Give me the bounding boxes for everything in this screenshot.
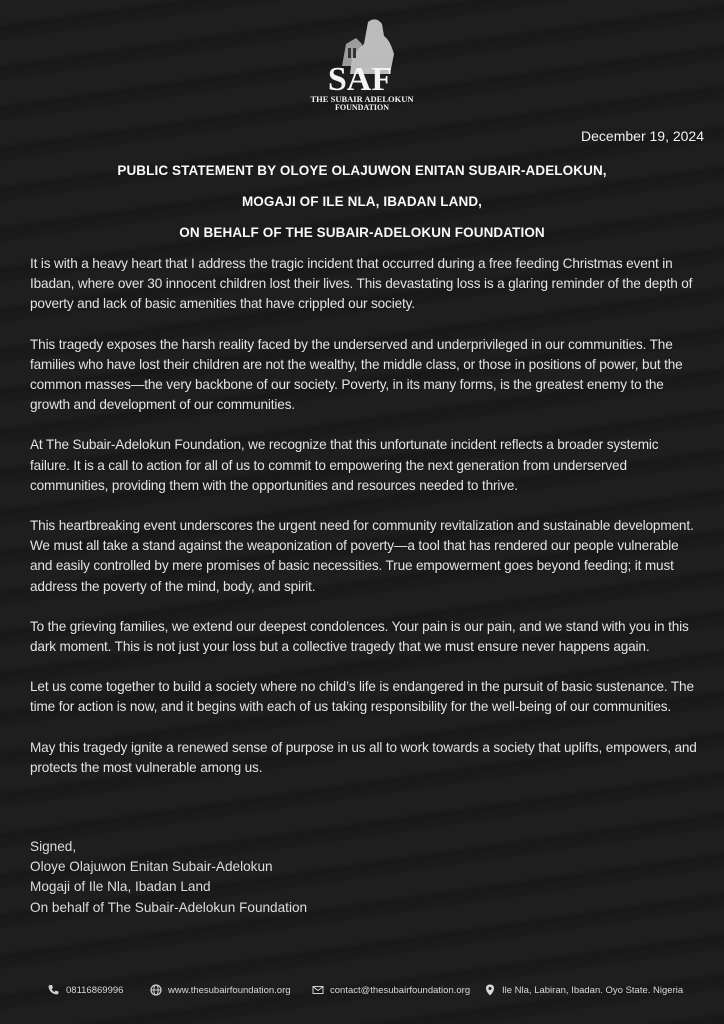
logo-name-line1: THE SUBAIR ADELOKUN (310, 94, 414, 104)
heading-line: ON BEHALF OF THE SUBAIR-ADELOKUN FOUNDATION (179, 225, 545, 240)
phone-number: 08116869996 (66, 984, 124, 996)
paragraph: May this tragedy ignite a renewed sense of purpose in us all to work towards a society that uplifts, empowers, and protects the most vulnerable among us. (30, 739, 697, 775)
statement-heading (0, 160, 724, 253)
address-text: Ile Nla, Labiran, Ibadan. Oyo State. Nigeria (502, 984, 684, 996)
phone-icon (48, 984, 60, 996)
footer-address (484, 984, 683, 996)
signature-block (30, 837, 307, 918)
paragraph: This heartbreaking event underscores the urgent need for community revitalization and sustainable development. We must all take a stand against the weaponization of poverty—a tool that has rendered our people vulnerable and easily controlled by mere promises of basic necessities. True empowerment goes beyond feeding; it must address the poverty of the mind, body, and spirit. (30, 518, 694, 594)
paragraph: It is with a heavy heart that I address the tragic incident that occurred during a free feeding Christmas event in Ibadan, where over 30 innocent children lost their lives. This devastating loss is a glaring reminder of the depth of poverty and lack of basic amenities that have crippled our society. (30, 256, 693, 312)
email-link[interactable]: contact@thesubairfoundation.org (330, 984, 471, 996)
statement-date: December 19, 2024 (581, 128, 704, 144)
contact-footer (0, 984, 724, 1002)
signatory-behalf: On behalf of The Subair-Adelokun Foundation (30, 899, 308, 915)
heading-line: MOGAJI OF ILE NLA, IBADAN LAND, (241, 194, 483, 209)
foundation-logo (298, 12, 428, 112)
footer-email[interactable] (312, 984, 470, 996)
footer-website[interactable] (150, 984, 291, 996)
paragraph: To the grieving families, we extend our deepest condolences. Your pain is our pain, and we stand with you in this dark moment. This is not just your loss but a collective tragedy that we must ensure never happens again. (30, 618, 689, 655)
globe-icon (150, 984, 162, 996)
logo-monogram: SAF (327, 61, 393, 98)
statement-body (30, 254, 700, 798)
signed-label: Signed, (30, 839, 77, 854)
mail-icon (312, 984, 324, 996)
location-pin-icon (484, 984, 496, 996)
logo-name-line2: FOUNDATION (334, 103, 390, 112)
footer-phone[interactable] (48, 984, 123, 996)
paragraph: At The Subair-Adelokun Foundation, we recognize that this unfortunate incident reflects a broader systemic failure. It is a call to action for all of us to commit to empowering the next generation from underserved communities, providing them with the opportunities and resources needed to thrive. (30, 437, 659, 493)
heading-line: PUBLIC STATEMENT BY OLOYE OLAJUWON ENITAN SUBAIR-ADELOKUN, (117, 163, 607, 178)
signatory-title: Mogaji of Ile Nla, Ibadan Land (30, 879, 211, 895)
paragraph: This tragedy exposes the harsh reality faced by the underserved and underprivileged in our communities. The families who have lost their children are not the wealthy, the middle class, or those in positions of power, but the common masses—the very backbone of our society. Poverty, in its many forms, is the greatest enemy to the growth and development of our communities. (30, 336, 683, 413)
signatory-name: Oloye Olajuwon Enitan Subair-Adelokun (30, 859, 273, 875)
logo-emblem (298, 12, 428, 112)
paragraph: Let us come together to build a society where no child’s life is endangered in the pursuit of basic sustenance. The time for action is now, and it begins with each of us taking responsibility for the well-being of our communities. (30, 679, 694, 715)
website-link[interactable]: www.thesubairfoundation.org (168, 984, 291, 996)
